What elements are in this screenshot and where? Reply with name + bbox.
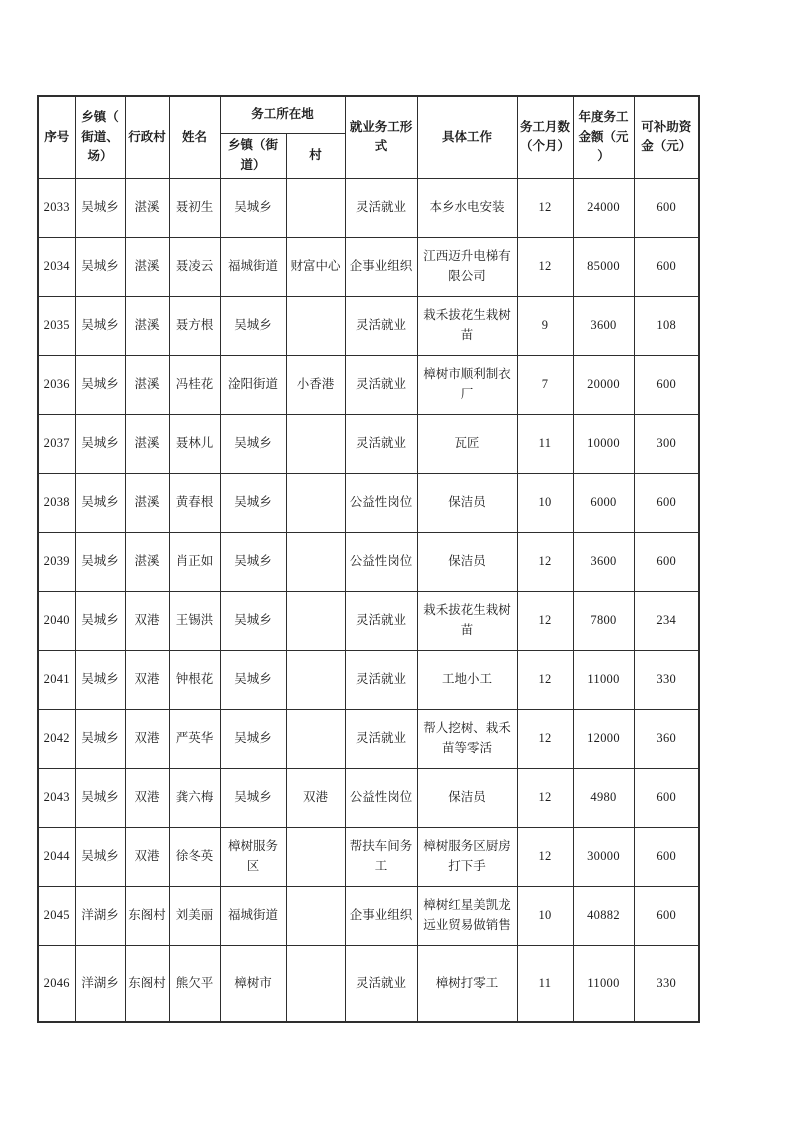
cell-employment-form: 灵活就业: [345, 591, 417, 650]
cell-specific-work: 帮人挖树、栽禾苗等零活: [417, 709, 517, 768]
cell-annual-amount: 12000: [573, 709, 634, 768]
cell-employment-form: 企事业组织: [345, 237, 417, 296]
cell-name: 黄春根: [169, 473, 220, 532]
cell-serial: 2037: [38, 414, 75, 473]
cell-work-months: 9: [517, 296, 573, 355]
table-row: [38, 827, 699, 886]
header-admin-village: 行政村: [125, 96, 169, 178]
cell-work-months: 7: [517, 355, 573, 414]
table-row: [38, 355, 699, 414]
cell-work-months: 12: [517, 827, 573, 886]
cell-subsidy-amount: 330: [634, 945, 699, 1022]
cell-annual-amount: 24000: [573, 178, 634, 237]
cell-specific-work: 江西迈升电梯有限公司: [417, 237, 517, 296]
cell-admin-village: 湛溪: [125, 414, 169, 473]
cell-employment-form: 灵活就业: [345, 296, 417, 355]
table-row: [38, 414, 699, 473]
cell-subsidy-amount: 600: [634, 178, 699, 237]
cell-work-village: 小香港: [286, 355, 345, 414]
cell-annual-amount: 3600: [573, 532, 634, 591]
cell-work-village: [286, 886, 345, 945]
cell-work-village: [286, 650, 345, 709]
cell-work-township: 吴城乡: [220, 591, 286, 650]
cell-name: 聂林儿: [169, 414, 220, 473]
cell-work-months: 12: [517, 237, 573, 296]
cell-employment-form: 公益性岗位: [345, 473, 417, 532]
cell-specific-work: 保洁员: [417, 768, 517, 827]
table-row: [38, 473, 699, 532]
cell-name: 冯桂花: [169, 355, 220, 414]
cell-name: 徐冬英: [169, 827, 220, 886]
cell-township: 洋湖乡: [75, 886, 125, 945]
header-specific-work: 具体工作: [417, 96, 517, 178]
cell-township: 吴城乡: [75, 532, 125, 591]
cell-annual-amount: 7800: [573, 591, 634, 650]
cell-work-months: 12: [517, 768, 573, 827]
cell-serial: 2039: [38, 532, 75, 591]
header-work-village: 村: [286, 133, 345, 178]
cell-work-township: 樟树市: [220, 945, 286, 1022]
cell-subsidy-amount: 600: [634, 473, 699, 532]
cell-specific-work: 保洁员: [417, 532, 517, 591]
table-row: [38, 768, 699, 827]
cell-name: 王锡洪: [169, 591, 220, 650]
cell-admin-village: 湛溪: [125, 178, 169, 237]
cell-work-village: [286, 532, 345, 591]
cell-name: 钟根花: [169, 650, 220, 709]
cell-work-months: 12: [517, 709, 573, 768]
cell-admin-village: 东阁村: [125, 886, 169, 945]
cell-township: 吴城乡: [75, 473, 125, 532]
cell-work-months: 10: [517, 473, 573, 532]
cell-township: 吴城乡: [75, 827, 125, 886]
cell-township: 吴城乡: [75, 237, 125, 296]
cell-work-months: 11: [517, 414, 573, 473]
cell-subsidy-amount: 600: [634, 886, 699, 945]
cell-serial: 2033: [38, 178, 75, 237]
cell-work-village: [286, 414, 345, 473]
cell-specific-work: 栽禾拔花生栽树苗: [417, 591, 517, 650]
cell-admin-village: 双港: [125, 650, 169, 709]
cell-admin-village: 双港: [125, 709, 169, 768]
cell-annual-amount: 85000: [573, 237, 634, 296]
table-row: [38, 591, 699, 650]
cell-serial: 2045: [38, 886, 75, 945]
cell-work-township: 福城街道: [220, 886, 286, 945]
cell-township: 吴城乡: [75, 296, 125, 355]
cell-specific-work: 樟树服务区厨房打下手: [417, 827, 517, 886]
cell-work-village: [286, 296, 345, 355]
cell-serial: 2041: [38, 650, 75, 709]
cell-subsidy-amount: 330: [634, 650, 699, 709]
header-subsidy-amount: 可补助资金（元）: [634, 96, 699, 178]
cell-work-township: 淦阳街道: [220, 355, 286, 414]
cell-township: 吴城乡: [75, 178, 125, 237]
cell-work-township: 吴城乡: [220, 532, 286, 591]
cell-employment-form: 灵活就业: [345, 414, 417, 473]
cell-serial: 2044: [38, 827, 75, 886]
cell-specific-work: 保洁员: [417, 473, 517, 532]
table-row: [38, 296, 699, 355]
table-row: [38, 945, 699, 1022]
table-row: [38, 709, 699, 768]
cell-annual-amount: 6000: [573, 473, 634, 532]
cell-subsidy-amount: 360: [634, 709, 699, 768]
header-employment-form: 就业务工形式: [345, 96, 417, 178]
header-work-months: 务工月数（个月）: [517, 96, 573, 178]
cell-work-township: 吴城乡: [220, 709, 286, 768]
header-township: 乡镇（街道、场）: [75, 96, 125, 178]
cell-name: 龚六梅: [169, 768, 220, 827]
cell-employment-form: 企事业组织: [345, 886, 417, 945]
cell-name: 熊欠平: [169, 945, 220, 1022]
cell-specific-work: 樟树市顺利制衣厂: [417, 355, 517, 414]
cell-admin-village: 双港: [125, 827, 169, 886]
cell-township: 吴城乡: [75, 709, 125, 768]
cell-name: 聂初生: [169, 178, 220, 237]
cell-work-village: [286, 178, 345, 237]
cell-admin-village: 双港: [125, 768, 169, 827]
cell-annual-amount: 20000: [573, 355, 634, 414]
cell-work-months: 10: [517, 886, 573, 945]
cell-admin-village: 东阁村: [125, 945, 169, 1022]
cell-admin-village: 双港: [125, 591, 169, 650]
cell-employment-form: 灵活就业: [345, 178, 417, 237]
cell-work-village: [286, 827, 345, 886]
cell-work-months: 12: [517, 532, 573, 591]
cell-work-village: [286, 709, 345, 768]
subsidy-table: [37, 95, 700, 1023]
header-name: 姓名: [169, 96, 220, 178]
header-annual-amount: 年度务工金额（元）: [573, 96, 634, 178]
cell-annual-amount: 11000: [573, 945, 634, 1022]
cell-work-township: 吴城乡: [220, 178, 286, 237]
cell-subsidy-amount: 600: [634, 768, 699, 827]
cell-annual-amount: 30000: [573, 827, 634, 886]
cell-specific-work: 栽禾拔花生栽树苗: [417, 296, 517, 355]
cell-name: 肖正如: [169, 532, 220, 591]
cell-subsidy-amount: 600: [634, 532, 699, 591]
table-row: [38, 237, 699, 296]
cell-employment-form: 灵活就业: [345, 650, 417, 709]
cell-work-township: 吴城乡: [220, 650, 286, 709]
cell-work-months: 11: [517, 945, 573, 1022]
table-row: [38, 532, 699, 591]
header-work-location: 务工所在地: [220, 96, 345, 133]
cell-serial: 2038: [38, 473, 75, 532]
cell-employment-form: 公益性岗位: [345, 768, 417, 827]
cell-serial: 2036: [38, 355, 75, 414]
cell-annual-amount: 40882: [573, 886, 634, 945]
cell-name: 聂凌云: [169, 237, 220, 296]
table-row: [38, 178, 699, 237]
cell-admin-village: 湛溪: [125, 237, 169, 296]
cell-serial: 2040: [38, 591, 75, 650]
cell-employment-form: 灵活就业: [345, 709, 417, 768]
header-serial: 序号: [38, 96, 75, 178]
cell-employment-form: 灵活就业: [345, 945, 417, 1022]
table-row: [38, 886, 699, 945]
cell-work-township: 吴城乡: [220, 296, 286, 355]
cell-annual-amount: 4980: [573, 768, 634, 827]
cell-annual-amount: 3600: [573, 296, 634, 355]
cell-township: 洋湖乡: [75, 945, 125, 1022]
cell-admin-village: 湛溪: [125, 296, 169, 355]
cell-admin-village: 湛溪: [125, 355, 169, 414]
cell-work-village: [286, 945, 345, 1022]
cell-subsidy-amount: 108: [634, 296, 699, 355]
cell-subsidy-amount: 600: [634, 237, 699, 296]
cell-work-village: [286, 473, 345, 532]
cell-work-township: 吴城乡: [220, 473, 286, 532]
cell-subsidy-amount: 300: [634, 414, 699, 473]
cell-subsidy-amount: 600: [634, 827, 699, 886]
cell-name: 刘美丽: [169, 886, 220, 945]
cell-specific-work: 工地小工: [417, 650, 517, 709]
cell-subsidy-amount: 600: [634, 355, 699, 414]
cell-work-months: 12: [517, 591, 573, 650]
cell-employment-form: 灵活就业: [345, 355, 417, 414]
cell-specific-work: 樟树打零工: [417, 945, 517, 1022]
cell-annual-amount: 10000: [573, 414, 634, 473]
cell-township: 吴城乡: [75, 591, 125, 650]
cell-work-village: 财富中心: [286, 237, 345, 296]
cell-township: 吴城乡: [75, 414, 125, 473]
cell-serial: 2042: [38, 709, 75, 768]
cell-name: 聂方根: [169, 296, 220, 355]
cell-subsidy-amount: 234: [634, 591, 699, 650]
cell-work-months: 12: [517, 178, 573, 237]
cell-specific-work: 樟树红星美凯龙远业贸易做销售: [417, 886, 517, 945]
cell-annual-amount: 11000: [573, 650, 634, 709]
cell-work-village: [286, 591, 345, 650]
cell-work-township: 福城街道: [220, 237, 286, 296]
cell-admin-village: 湛溪: [125, 473, 169, 532]
cell-serial: 2035: [38, 296, 75, 355]
cell-specific-work: 本乡水电安装: [417, 178, 517, 237]
cell-work-months: 12: [517, 650, 573, 709]
cell-serial: 2043: [38, 768, 75, 827]
cell-township: 吴城乡: [75, 650, 125, 709]
table-row: [38, 650, 699, 709]
cell-work-township: 吴城乡: [220, 768, 286, 827]
cell-serial: 2046: [38, 945, 75, 1022]
header-work-township: 乡镇（街道）: [220, 133, 286, 178]
cell-township: 吴城乡: [75, 768, 125, 827]
cell-work-township: 吴城乡: [220, 414, 286, 473]
cell-township: 吴城乡: [75, 355, 125, 414]
cell-specific-work: 瓦匠: [417, 414, 517, 473]
cell-employment-form: 帮扶车间务工: [345, 827, 417, 886]
cell-name: 严英华: [169, 709, 220, 768]
cell-work-village: 双港: [286, 768, 345, 827]
cell-employment-form: 公益性岗位: [345, 532, 417, 591]
table-body: [38, 178, 699, 1022]
cell-work-township: 樟树服务区: [220, 827, 286, 886]
cell-serial: 2034: [38, 237, 75, 296]
cell-admin-village: 湛溪: [125, 532, 169, 591]
table-header: [38, 96, 699, 178]
